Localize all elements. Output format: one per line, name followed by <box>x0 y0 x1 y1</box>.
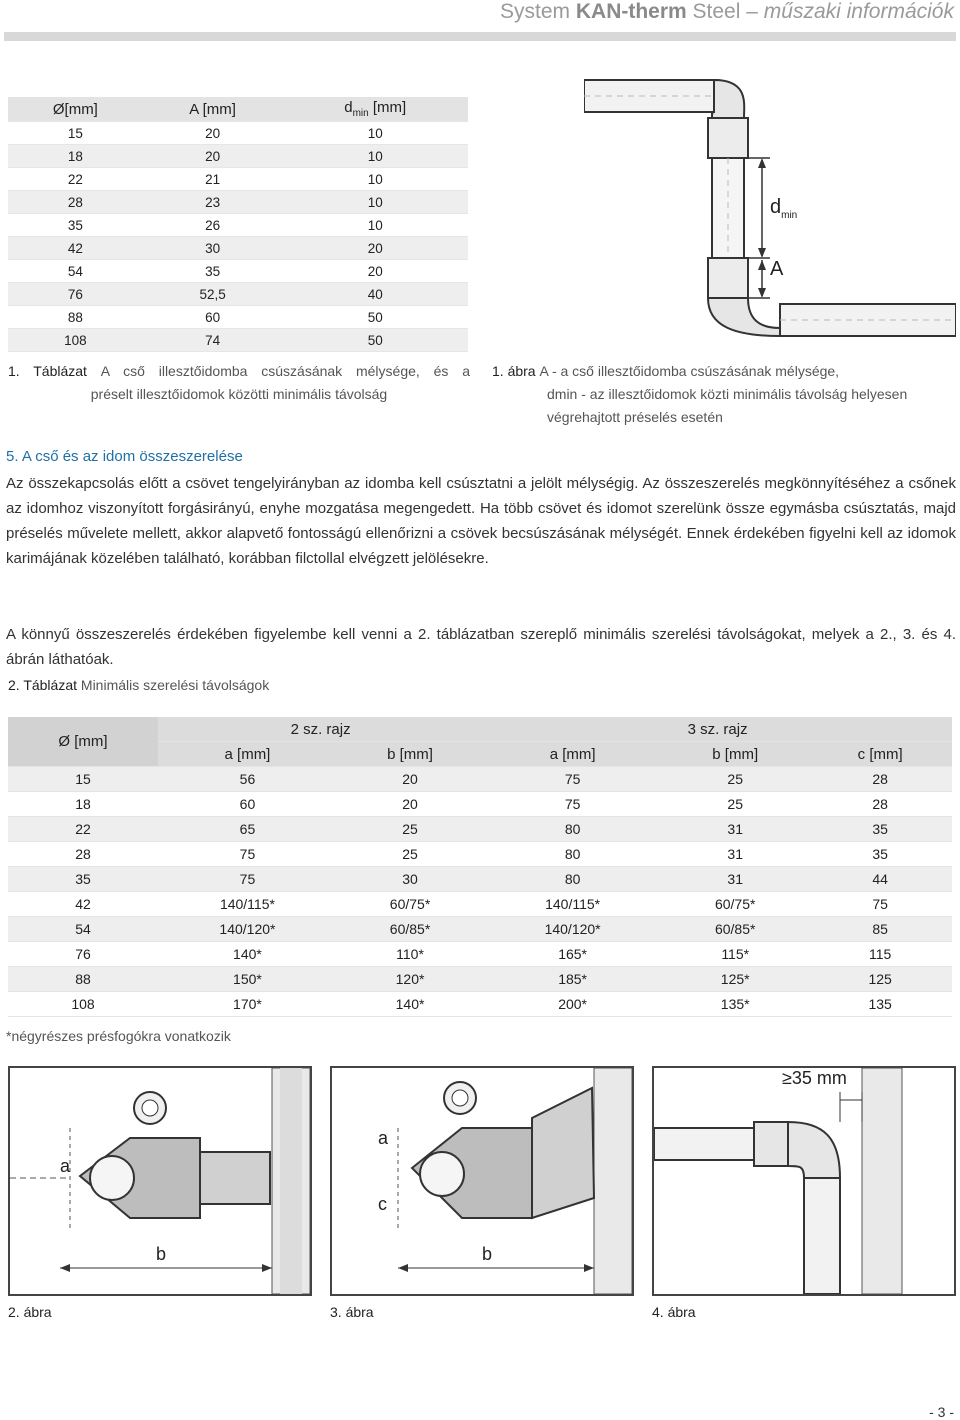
table-2-cell: 28 <box>808 792 952 817</box>
table-1-cell: 15 <box>8 122 143 145</box>
table-2-row <box>8 892 952 917</box>
table-2-cell: 60/75* <box>337 892 483 917</box>
table-2-group-header: 2 sz. rajz <box>158 717 483 742</box>
table-2-cell: 140/120* <box>483 917 662 942</box>
table-1 <box>8 97 468 352</box>
table-1-row <box>8 214 468 237</box>
table-2-cell: 165* <box>483 942 662 967</box>
table-1-cell: 28 <box>8 191 143 214</box>
table-2-row <box>8 942 952 967</box>
table-1-cell: 35 <box>8 214 143 237</box>
table-1-cell: 10 <box>282 168 468 191</box>
figure-2-a-label: a <box>60 1156 71 1176</box>
table-2-cell: 110* <box>337 942 483 967</box>
table-2-row <box>8 867 952 892</box>
table-2-cell: 140* <box>337 992 483 1017</box>
table-2-cell: 135 <box>808 992 952 1017</box>
table-1-cell: 40 <box>282 283 468 306</box>
table-2-cell: 28 <box>808 767 952 792</box>
table-2-cell: 125 <box>808 967 952 992</box>
table-2-row <box>8 817 952 842</box>
table-2-cell: 170* <box>158 992 337 1017</box>
table-2-cell: 25 <box>662 767 808 792</box>
table-1-row <box>8 260 468 283</box>
figure-3-c-label: c <box>378 1194 387 1214</box>
table-2-cell: 80 <box>483 867 662 892</box>
table-2-group-header: 3 sz. rajz <box>483 717 952 742</box>
table-2-cell: 115* <box>662 942 808 967</box>
table-2-cell: 35 <box>808 817 952 842</box>
table-1-cell: 20 <box>282 260 468 283</box>
table-2-row <box>8 992 952 1017</box>
table-2-cell: 150* <box>158 967 337 992</box>
table-1-cell: 60 <box>143 306 283 329</box>
table-2-cell: 60/75* <box>662 892 808 917</box>
table-1-cell: 30 <box>143 237 283 260</box>
table-2-header-row-1 <box>8 717 952 742</box>
table-2-cell: 80 <box>483 817 662 842</box>
table-2-cell: 140/115* <box>483 892 662 917</box>
table-2-cell: 75 <box>808 892 952 917</box>
table-2-cell: 22 <box>8 817 158 842</box>
table-1-row <box>8 283 468 306</box>
table-1-cell: 26 <box>143 214 283 237</box>
table-2 <box>8 717 952 1017</box>
table-1-cell: 20 <box>143 145 283 168</box>
figure-3-drawing <box>330 1066 634 1296</box>
table-2-cell: 76 <box>8 942 158 967</box>
table-1-cell: 88 <box>8 306 143 329</box>
table-2-cell: 31 <box>662 867 808 892</box>
table-2-cell: 140/115* <box>158 892 337 917</box>
table-1-cell: 22 <box>8 168 143 191</box>
table-1-cell: 50 <box>282 329 468 352</box>
table-1-cell: 108 <box>8 329 143 352</box>
table-1-cell: 18 <box>8 145 143 168</box>
figure-3-caption: 3. ábra <box>330 1304 374 1320</box>
table-2-cell: 185* <box>483 967 662 992</box>
table-1-cell: 20 <box>282 237 468 260</box>
table-1-cell: 42 <box>8 237 143 260</box>
table-2-cell: 75 <box>483 792 662 817</box>
table-2-cell: 75 <box>483 767 662 792</box>
table-2-cell: 20 <box>337 767 483 792</box>
dmin-label: $d_{min}$ <box>770 196 798 221</box>
table-2-cell: 56 <box>158 767 337 792</box>
table-2-cell: 108 <box>8 992 158 1017</box>
table-2-cell: 25 <box>337 842 483 867</box>
table-2-cell: 54 <box>8 917 158 942</box>
table-2-subheader: b [mm] <box>662 742 808 767</box>
table-1-cell: 10 <box>282 214 468 237</box>
section-5-title: 5. A cső és az idom összeszerelése <box>6 448 243 465</box>
table-2-row <box>8 842 952 867</box>
figure-1-drawing <box>584 74 956 344</box>
table-2-cell: 25 <box>662 792 808 817</box>
figure-4-caption: 4. ábra <box>652 1304 696 1320</box>
table-2-cell: 20 <box>337 792 483 817</box>
table-1-row <box>8 145 468 168</box>
table-2-cell: 60 <box>158 792 337 817</box>
table-1-row <box>8 329 468 352</box>
table-2-cell: 140* <box>158 942 337 967</box>
table-2-cell: 31 <box>662 842 808 867</box>
table-2-cell: 35 <box>808 842 952 867</box>
table-1-cell: 50 <box>282 306 468 329</box>
table-2-row <box>8 792 952 817</box>
table-2-cell: 60/85* <box>337 917 483 942</box>
table-2-cell: 85 <box>808 917 952 942</box>
figure-1-caption: 1. ábra A - a cső illesztőidomba csúszásának mélysége, dmin - az illesztőidomok közti minimális távolság helyesen végrehajtott préselés esetén <box>492 363 908 425</box>
table-1-header <box>8 97 468 122</box>
table-1-row <box>8 237 468 260</box>
table-1-cell: 74 <box>143 329 283 352</box>
table-2-cell: 42 <box>8 892 158 917</box>
table-2-cell: 15 <box>8 767 158 792</box>
table-1-row <box>8 306 468 329</box>
figure-2-caption: 2. ábra <box>8 1304 52 1320</box>
table-2-diameter-header: Ø [mm] <box>8 717 158 767</box>
table-1-cell: 10 <box>282 145 468 168</box>
table-2-cell: 31 <box>662 817 808 842</box>
header-rule <box>4 32 956 41</box>
table-2-cell: 44 <box>808 867 952 892</box>
figure-4-distance-label: ≥35 mm <box>782 1068 847 1088</box>
table-2-row <box>8 917 952 942</box>
table-2-cell: 60/85* <box>662 917 808 942</box>
table-1-cell: 52,5 <box>143 283 283 306</box>
figure-3-b-label: b <box>482 1244 493 1264</box>
table-2-cell: 88 <box>8 967 158 992</box>
table-2-subheader: b [mm] <box>337 742 483 767</box>
table-2-cell: 25 <box>337 817 483 842</box>
table-2-subheader: a [mm] <box>158 742 337 767</box>
page-number: - 3 - <box>929 1404 954 1420</box>
table-2-cell: 30 <box>337 867 483 892</box>
table-2-cell: 75 <box>158 842 337 867</box>
table-2-cell: 120* <box>337 967 483 992</box>
table-2-footnote: *négyrészes présfogókra vonatkozik <box>6 1028 231 1044</box>
table-1-cell: 23 <box>143 191 283 214</box>
table-2-cell: 75 <box>158 867 337 892</box>
table-1-cell: 54 <box>8 260 143 283</box>
table-2-cell: 200* <box>483 992 662 1017</box>
table-2-row <box>8 967 952 992</box>
figure-3-a-label: a <box>378 1128 389 1148</box>
table-1-cell: 10 <box>282 122 468 145</box>
table-2-subheader: a [mm] <box>483 742 662 767</box>
table-2-caption: 2. Táblázat Minimális szerelési távolságok <box>8 677 270 693</box>
figure-2-drawing <box>8 1066 312 1296</box>
table-1-cell: 76 <box>8 283 143 306</box>
table-2-cell: 28 <box>8 842 158 867</box>
section-5-paragraph-1: Az összekapcsolás előtt a csövet tengelyirányban az idomba kell csúsztatni a jelölt mélységig. Az összeszerelés megkönnyítéséhez a csőnek az idomhoz viszonyított forgásirányú, enyhe mozgatása megengedett. Ha több csövet és idomot szerelünk össze egymásba csúsztatás, majd préselés művelete mellett, akkor alapvető fontosságú ellenőrizni a csövek becsúszásának mélységét. Ennek érdekében figyelni kell az idomok karimájának közelében található, korábban filctollal elvégzett jelölésekre. <box>6 475 956 567</box>
table-1-row <box>8 191 468 214</box>
table-1-row <box>8 122 468 145</box>
table-2-cell: 18 <box>8 792 158 817</box>
table-1-header-cell: Ø[mm] <box>8 97 143 122</box>
table-1-cell: 20 <box>143 122 283 145</box>
table-2-cell: 115 <box>808 942 952 967</box>
table-2-cell: 80 <box>483 842 662 867</box>
figure-4-drawing <box>652 1066 956 1296</box>
table-2-cell: 125* <box>662 967 808 992</box>
table-2-row <box>8 767 952 792</box>
table-1-caption: 1. Táblázat A cső illesztőidomba csúszásának mélysége, és a préselt illesztőidomok közötti minimális távolság <box>8 363 470 402</box>
figure-2-b-label: b <box>156 1244 167 1264</box>
section-5-paragraph-2: A könnyű összeszerelés érdekében figyelembe kell venni a 2. táblázatban szereplő minimális szerelési távolságokat, melyek a 2., 3. és 4. ábrán láthatóak. <box>6 626 956 668</box>
table-2-cell: 135* <box>662 992 808 1017</box>
table-1-header-cell: A [mm] <box>143 97 283 122</box>
table-1-row <box>8 168 468 191</box>
table-1-cell: 21 <box>143 168 283 191</box>
table-2-cell: 65 <box>158 817 337 842</box>
table-1-cell: 35 <box>143 260 283 283</box>
table-2-cell: 140/120* <box>158 917 337 942</box>
a-label: A <box>770 258 784 280</box>
table-1-header-cell: $d_{min}$ [mm] <box>282 97 468 122</box>
page-header-title: System KAN-therm Steel – műszaki információk <box>500 0 954 23</box>
table-1-cell: 10 <box>282 191 468 214</box>
table-2-subheader: c [mm] <box>808 742 952 767</box>
table-2-cell: 35 <box>8 867 158 892</box>
